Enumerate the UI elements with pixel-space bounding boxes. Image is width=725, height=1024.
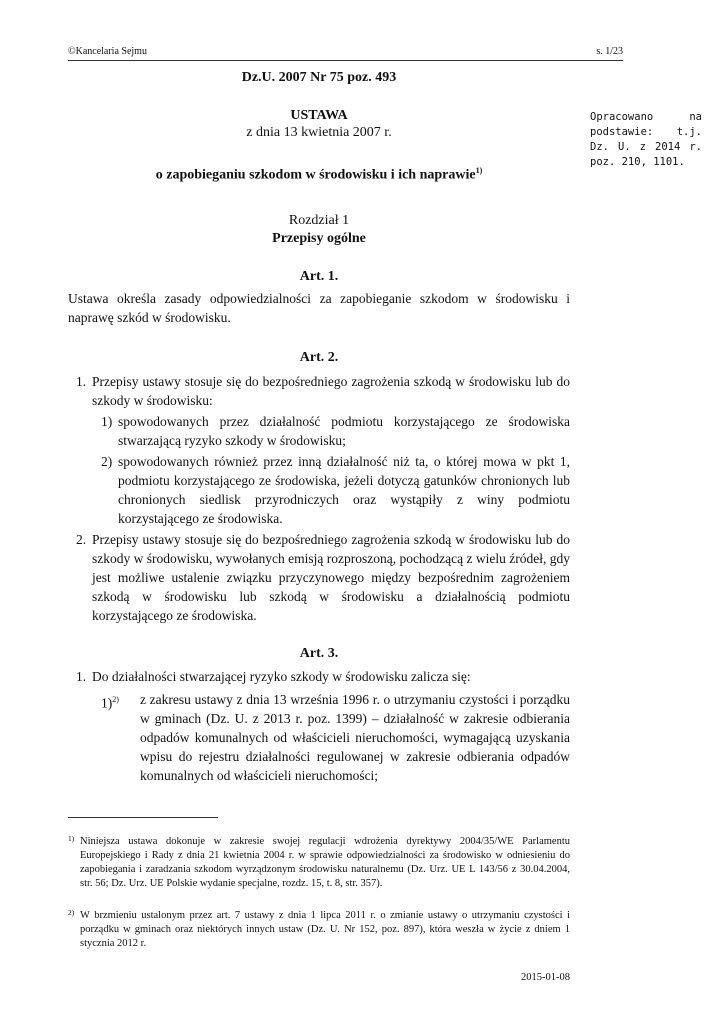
art2-p1-pt1-text: spowodowanych przez działalność podmiotu korzystającego ze środowiska stwarzającą ryzyko szkody w środowisku; xyxy=(118,414,570,448)
art3-p1-pt1-text: z zakresu ustawy z dnia 13 września 1996 r. o utrzymaniu czystości i porządku w gminach (Dz. U. z 2013 r. poz. 1399) – działalność w zakresie odbierania odpadów komunalnych od właścicieli nieruchomości, wymagającą uzyskania wpisu do rejestru działalności regulowanej w zakresie odbierania odpadów komunalnych od właścicieli nieruchomości; xyxy=(140,692,570,783)
footnote-1-number: 1) xyxy=(68,834,75,843)
art1-heading: Art. 1. xyxy=(299,269,339,284)
art2-p1-pt1-number: 1) xyxy=(101,414,113,429)
footnote-2-number: 2) xyxy=(68,908,75,917)
footnote-2 xyxy=(68,909,570,951)
art3-p1-pt1-number xyxy=(101,690,119,713)
footnote-ref-1: 1) xyxy=(475,166,483,175)
side-note: Opracowano na podstawie: t.j. Dz. U. z 2014 r. poz. 210, 1101. xyxy=(590,111,702,168)
art2-p2-text: Przepisy ustawy stosuje się do bezpośredniego zagrożenia szkodą w środowisku lub do szkody w środowisku, wywołanych emisją rozproszoną, pochodzącą z wielu źródeł, gdy jest możliwe ustalenie związku przyczynowego między bezpośrednim zagrożeniem szkodą w środowisku lub szkodą w środowisku a działalnością podmiotu korzystającego ze środowiska. xyxy=(92,532,570,623)
art3-pt1-num: 1) xyxy=(101,695,113,711)
act-type: USTAWA xyxy=(290,108,348,123)
header-divider xyxy=(68,60,623,61)
art2-p2-number: 2. xyxy=(76,532,87,547)
act-title-text: o zapobieganiu szkodom w środowisku i ich naprawie xyxy=(155,167,476,183)
chapter-number: Rozdział 1 xyxy=(288,213,350,228)
footnote-1 xyxy=(68,835,570,891)
act-date: z dnia 13 kwietnia 2007 r. xyxy=(246,125,392,140)
art1-text: Ustawa określa zasady odpowiedzialności za zapobieganie szkodom w środowisku i naprawę szkód w środowisku. xyxy=(68,291,570,325)
art2-p1-number: 1. xyxy=(76,374,87,389)
art2-heading: Art. 2. xyxy=(299,350,339,365)
footnote-1-text: Niniejsza ustawa dokonuje w zakresie swojej regulacji wdrożenia dyrektywy 2004/35/WE Parlamentu Europejskiego i Rady z dnia 21 kwietnia 2004 r. w sprawie odpowiedzialności za środowisko w odniesieniu do zapobiegania i zaradzania szkodom wyrządzonym środowisku naturalnemu (Dz. Urz. UE L 143/56 z 30.04.2004, str. 56; Dz. Urz. UE Polskie wydanie specjalne, rozdz. 15, t. 8, str. 357). xyxy=(80,836,570,889)
art2-p1-pt2-text: spowodowanych również przez inną działalność niż ta, o której mowa w pkt 1, podmiotu korzystającego ze środowiska, jeżeli dotyczą gatunków chronionych lub chronionych siedlisk przyrodniczych oraz wystąpiły z winy podmiotu korzystającego ze środowiska. xyxy=(118,454,570,526)
header-publisher: ©Kancelaria Sejmu xyxy=(68,46,147,57)
footnote-divider xyxy=(68,817,218,818)
art2-p1-text: Przepisy ustawy stosuje się do bezpośredniego zagrożenia szkodą w środowisku lub do szkody w środowisku: xyxy=(92,374,570,408)
art2-p1-pt2-number: 2) xyxy=(101,454,113,469)
header-page-number: s. 1/23 xyxy=(596,46,623,57)
footer-date: 2015-01-08 xyxy=(521,972,570,983)
art3-p1-number: 1. xyxy=(76,669,87,684)
journal-reference: Dz.U. 2007 Nr 75 poz. 493 xyxy=(241,70,397,85)
art3-heading: Art. 3. xyxy=(299,646,339,661)
footnote-2-text: W brzmieniu ustalonym przez art. 7 ustawy z dnia 1 lipca 2011 r. o zmianie ustawy o utrzymaniu czystości i porządku w gminach oraz niektórych innych ustaw (Dz. U. Nr 152, poz. 897), która weszła w życie z dniem 1 stycznia 2012 r. xyxy=(80,910,570,949)
footnote-ref-2: 2) xyxy=(112,695,119,704)
art3-p1-text: Do działalności stwarzającej ryzyko szkody w środowisku zalicza się: xyxy=(92,669,471,684)
chapter-title: Przepisy ogólne xyxy=(272,231,366,246)
act-title xyxy=(68,166,570,184)
